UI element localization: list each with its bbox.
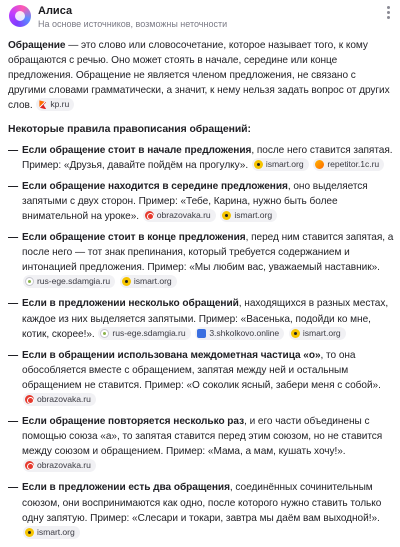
rule-text: , находящихся в разных местах, каждое из них выделяется запятыми. Пример: «Васенька, подойди ко мне, котик, скорее!». xyxy=(22,298,389,340)
source-chip-label: 3.shkolkovo.online xyxy=(209,327,280,338)
source-chip-label: ismart.org xyxy=(234,209,273,220)
rule-text: , и его части объединены с помощью союза «а», то запятая ставится перед этим союзом, но не ставится между союзом и обращением. Пример: «Мама, а мам, кушать хочу!». xyxy=(22,416,383,458)
rule-item xyxy=(8,143,394,173)
source-chip-label: ismart.org xyxy=(133,276,172,287)
rules-list xyxy=(8,143,394,541)
shkolkovo-icon xyxy=(197,329,206,338)
rule-text: , перед ним ставится запятая, а после него — тот знак препинания, который требуется содержанием и интонацией предложения. Пример: «Мы любим вас, уважаемый наставник». xyxy=(22,232,394,274)
rule-heading: Если обращение стоит в конце предложения xyxy=(22,232,246,244)
source-chip[interactable] xyxy=(36,98,74,111)
rule-item xyxy=(8,296,394,341)
source-chip-label: ismart.org xyxy=(302,327,341,338)
source-chip[interactable] xyxy=(23,526,80,539)
rule-heading: Если в обращении использована междометная частица «о» xyxy=(22,349,321,361)
rule-heading: Если обращение повторяется несколько раз xyxy=(22,416,245,428)
more-options-icon[interactable] xyxy=(384,6,392,24)
rule-item xyxy=(8,348,394,408)
rule-text: , соединённых сочинительным союзом, они воспринимаются как одно, после которого нужно ставить только одну запятую. Пример: «Слесари и токари, завтра мы даём вам выходной!». xyxy=(22,482,382,524)
source-chip[interactable] xyxy=(23,459,96,472)
rule-text: , то она обособляется вместе с обращением, запятая между ней и остальным обращением не ставится. Пример: «О соколик ясный, забери меня с собой». xyxy=(22,349,381,391)
source-chip-label: obrazovaka.ru xyxy=(37,393,91,404)
rule-item xyxy=(8,414,394,474)
rule-item xyxy=(8,480,394,540)
source-chip[interactable] xyxy=(120,275,177,288)
rule-item xyxy=(8,230,394,290)
answer-header xyxy=(0,0,400,34)
source-chip[interactable] xyxy=(23,275,115,288)
obrazovaka-icon xyxy=(25,395,34,404)
rule-heading: Если обращение стоит в начале предложения xyxy=(22,144,252,156)
bullet-dash: — xyxy=(8,416,19,428)
rus-ege-icon xyxy=(25,277,34,286)
source-chip[interactable] xyxy=(313,158,384,171)
source-chip[interactable] xyxy=(220,209,277,222)
source-chip-label: ismart.org xyxy=(37,526,75,537)
repetitor-icon xyxy=(315,160,324,169)
obrazovaka-icon xyxy=(25,461,34,470)
ismart-icon xyxy=(25,528,34,537)
source-chip[interactable] xyxy=(195,327,284,340)
bullet-dash: — xyxy=(8,349,19,361)
ismart-icon xyxy=(254,160,263,169)
kp-icon xyxy=(38,100,47,109)
rule-heading: Если в предложении есть два обращения xyxy=(22,482,230,494)
source-chip[interactable] xyxy=(98,327,190,340)
rule-text: , после него ставится запятая. Пример: «Друзья, давайте пойдём на прогулку». xyxy=(22,144,393,171)
alice-avatar-icon xyxy=(9,5,31,27)
rus-ege-icon xyxy=(100,329,109,338)
intro-text: — это слово или словосочетание, которое называет того, к кому обращаются с речью. Оно может стоять в начале, середине или конце предложения. Обращение не является членом предложения, не связано с другими словами грамматически, а значит, к нему нельзя задать вопрос от других слов. xyxy=(8,40,390,112)
assistant-disclaimer: На основе источников, возможны неточности xyxy=(38,19,228,29)
bullet-dash: — xyxy=(8,482,19,494)
source-chip-label: obrazovaka.ru xyxy=(156,209,211,220)
ismart-icon xyxy=(122,277,131,286)
ismart-icon xyxy=(222,211,231,220)
answer-content xyxy=(8,38,394,547)
obrazovaka-icon xyxy=(145,211,154,220)
source-chip-label: repetitor.1c.ru xyxy=(327,158,380,169)
ismart-icon xyxy=(291,329,300,338)
bullet-dash: — xyxy=(8,180,19,192)
intro-sources xyxy=(35,100,75,111)
intro-term: Обращение xyxy=(8,40,66,51)
section-title: Некоторые правила правописания обращений: xyxy=(8,124,251,136)
source-chip-label: rus-ege.sdamgia.ru xyxy=(112,327,186,338)
source-chip-label: ismart.org xyxy=(265,158,304,169)
bullet-dash: — xyxy=(8,298,19,310)
rule-heading: Если в предложении несколько обращений xyxy=(22,298,239,310)
rule-item xyxy=(8,179,394,224)
source-chip-label: obrazovaka.ru xyxy=(37,460,91,471)
source-chip[interactable] xyxy=(252,158,309,171)
bullet-dash: — xyxy=(8,232,19,244)
source-chip-label: rus-ege.sdamgia.ru xyxy=(37,276,111,287)
intro-paragraph xyxy=(8,38,394,113)
rule-text: , оно выделяется запятыми с двух сторон. Пример: «Тебе, Карина, нужно быть более внимательной на уроке». xyxy=(22,180,368,222)
source-chip[interactable] xyxy=(23,393,96,406)
bullet-dash: — xyxy=(8,144,19,156)
source-chip[interactable] xyxy=(143,209,216,222)
rule-heading: Если обращение находится в середине предложения xyxy=(22,180,288,192)
assistant-name: Алиса xyxy=(38,5,73,17)
source-chip[interactable] xyxy=(289,327,346,340)
source-chip-label: kp.ru xyxy=(50,99,70,110)
